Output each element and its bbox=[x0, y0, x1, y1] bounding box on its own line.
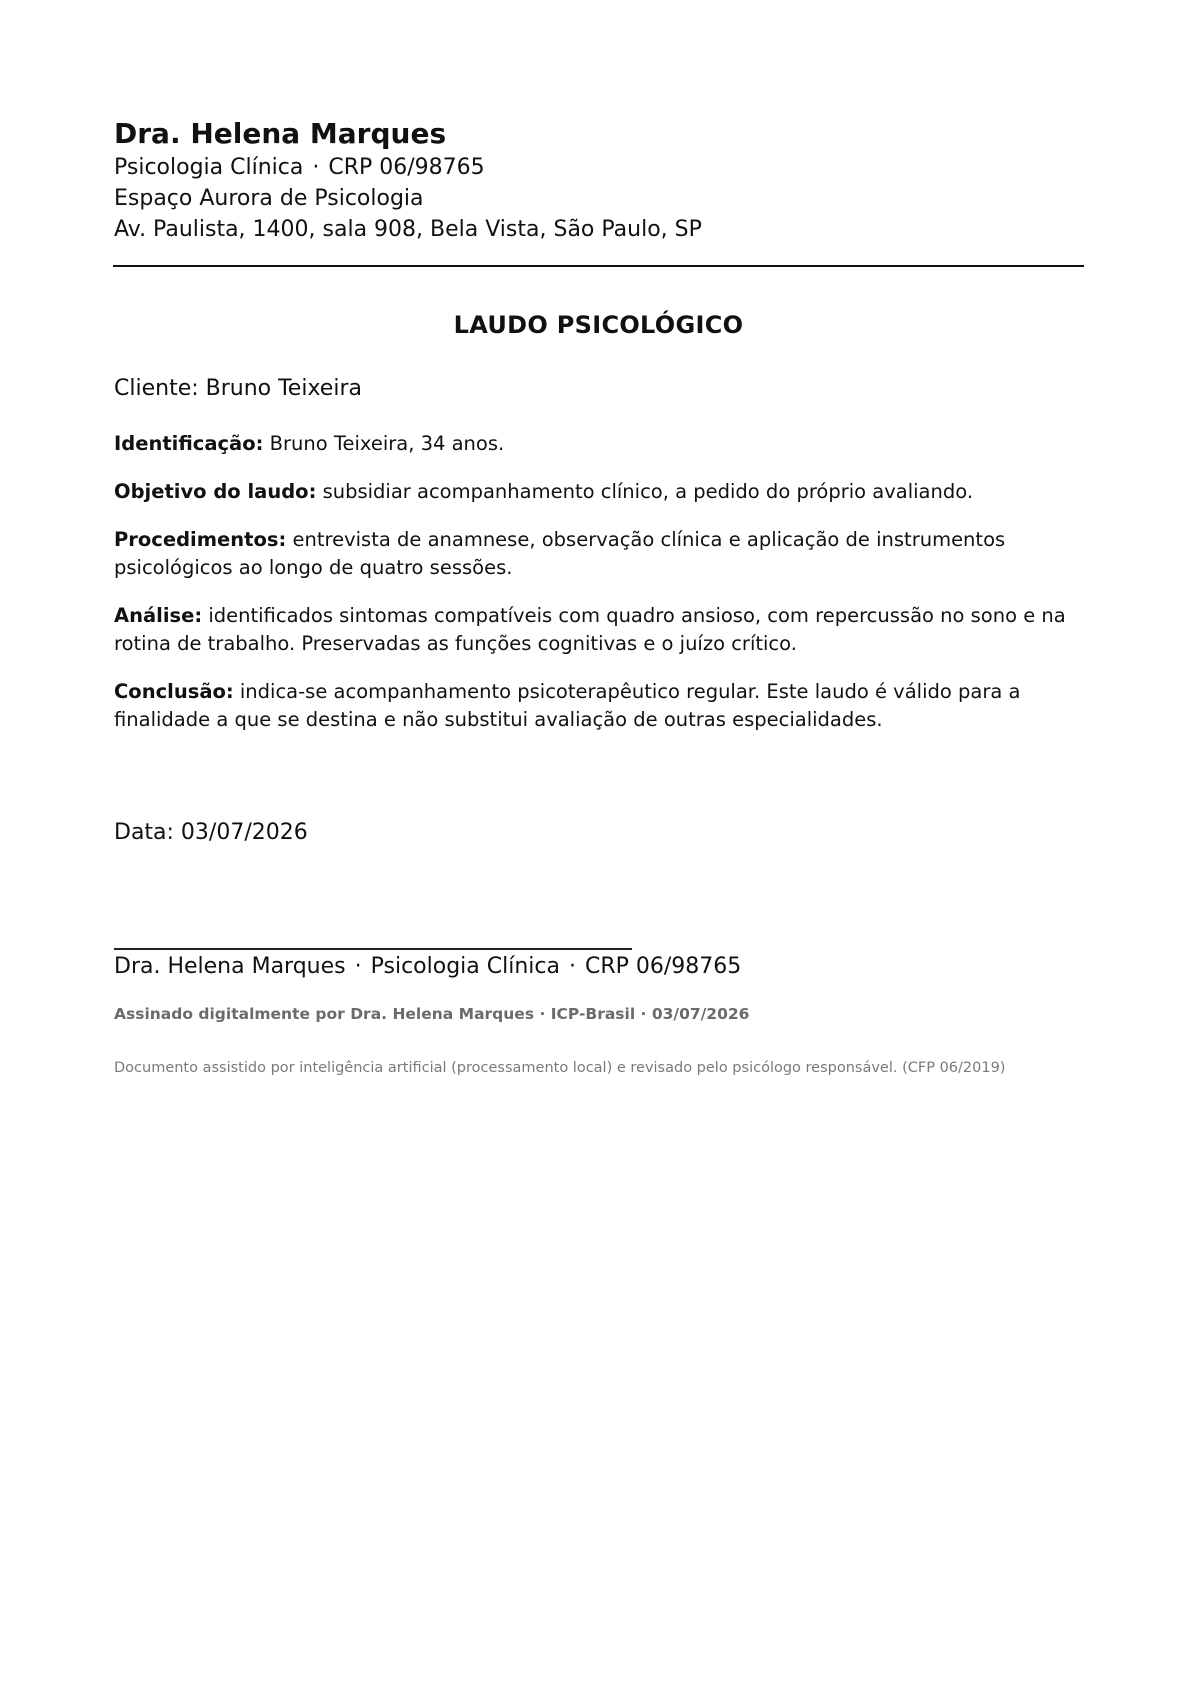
section-procedures bbox=[114, 526, 1089, 582]
specialty-line bbox=[114, 152, 1084, 183]
client-line: Cliente: Bruno Teixeira bbox=[114, 376, 362, 401]
section-text: Bruno Teixeira, 34 anos. bbox=[269, 432, 505, 455]
separator: · bbox=[568, 954, 576, 979]
specialty: Psicologia Clínica bbox=[114, 155, 304, 180]
section-label: Procedimentos: bbox=[114, 528, 287, 551]
clinic-address: Av. Paulista, 1400, sala 908, Bela Vista, São Paulo, SP bbox=[114, 217, 702, 242]
section-conclusion bbox=[114, 678, 1089, 734]
section-analysis bbox=[114, 602, 1089, 658]
section-text: entrevista de anamnese, observação clínica e aplicação de instrumentos psicológicos ao longo de quatro sessões. bbox=[114, 528, 1006, 579]
document-title: LAUDO PSICOLÓGICO bbox=[453, 311, 744, 339]
section-label: Análise: bbox=[114, 604, 203, 627]
signature-block bbox=[114, 952, 741, 982]
header-divider bbox=[113, 265, 1084, 267]
section-label: Identificação: bbox=[114, 432, 264, 455]
section-label: Objetivo do laudo: bbox=[114, 480, 317, 503]
separator: · bbox=[312, 155, 320, 180]
signature-specialty: Psicologia Clínica bbox=[370, 954, 560, 979]
crp-number: CRP 06/98765 bbox=[328, 155, 485, 180]
section-identification bbox=[114, 430, 1089, 458]
letterhead bbox=[114, 116, 1084, 245]
section-label: Conclusão: bbox=[114, 680, 234, 703]
signature-name: Dra. Helena Marques bbox=[114, 954, 346, 979]
report-sections bbox=[114, 430, 1089, 754]
signature-crp: CRP 06/98765 bbox=[584, 954, 742, 979]
signature-line bbox=[114, 948, 632, 950]
section-text: identificados sintomas compatíveis com quadro ansioso, com repercussão no sono e na rotina de trabalho. Preservadas as funções cognitivas e o juízo crítico. bbox=[114, 604, 1066, 655]
doctor-name: Dra. Helena Marques bbox=[114, 117, 447, 150]
digital-signature-note: Assinado digitalmente por Dra. Helena Marques · ICP-Brasil · 03/07/2026 bbox=[114, 1005, 750, 1023]
section-text: subsidiar acompanhamento clínico, a pedido do próprio avaliando. bbox=[322, 480, 974, 503]
ai-disclaimer: Documento assistido por inteligência artificial (processamento local) e revisado pelo psicólogo responsável. (CFP 06/2019) bbox=[114, 1060, 1006, 1076]
section-text: indica-se acompanhamento psicoterapêutico regular. Este laudo é válido para a finalidade a que se destina e não substitui avaliação de outras especialidades. bbox=[114, 680, 1021, 731]
clinic-name: Espaço Aurora de Psicologia bbox=[114, 186, 424, 211]
report-date: Data: 03/07/2026 bbox=[114, 820, 308, 845]
separator: · bbox=[354, 954, 362, 979]
section-objective bbox=[114, 478, 1089, 506]
